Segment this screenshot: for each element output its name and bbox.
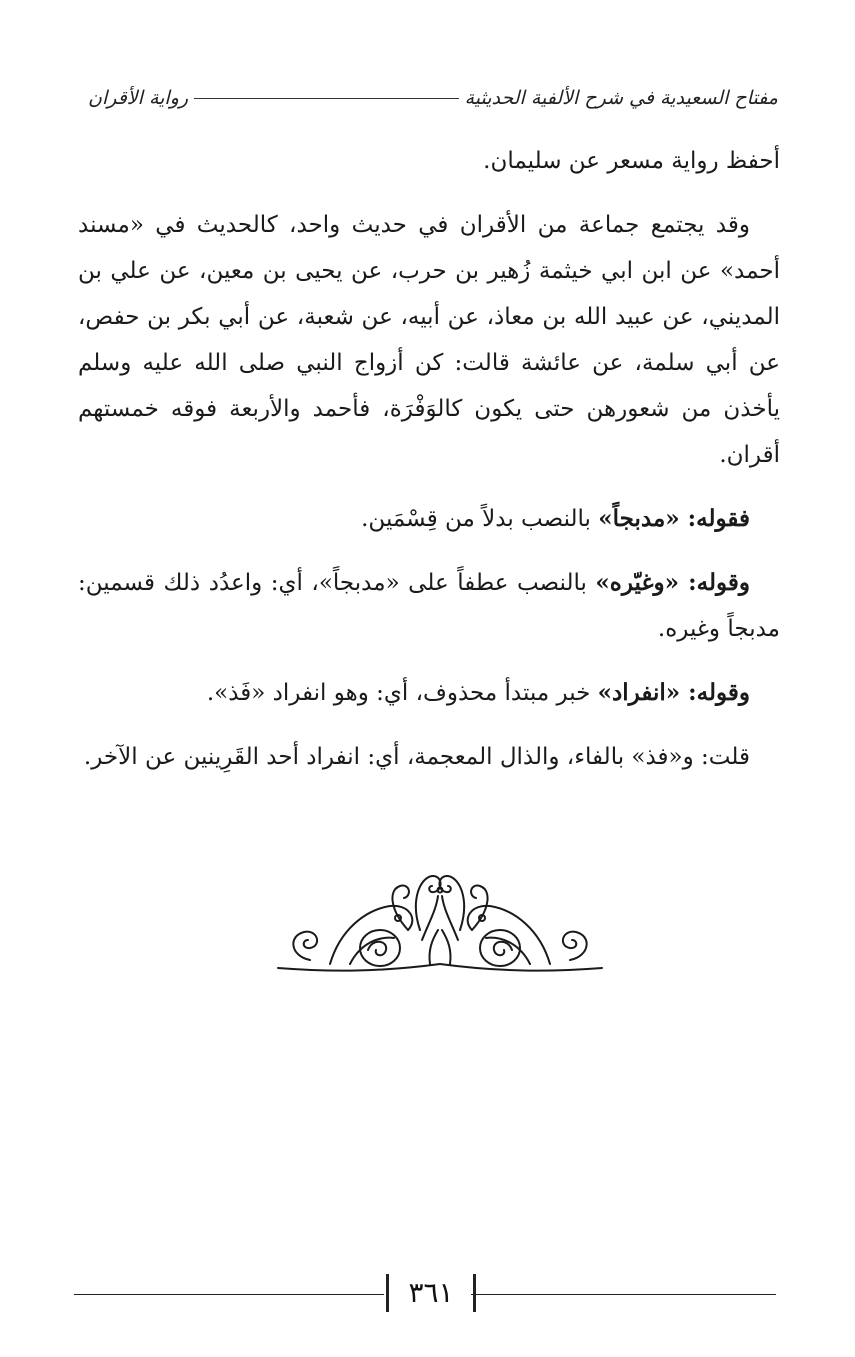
book-title: مفتاح السعيدية في شرح الألفية الحديثية (464, 87, 778, 109)
paragraph-lead: وقوله: «انفراد» (597, 679, 750, 706)
paragraph (78, 560, 780, 652)
body-text (78, 138, 780, 798)
paragraph-text: وقد يجتمع جماعة من الأقران في حديث واحد، كالحديث في «مسند أحمد» عن ابن ابي خيثمة زُهير بن حرب، عن يحيى بن معين، عن علي بن المديني، عن عبيد الله بن معاذ، عن أبيه، عن شعبة، عن أبي بكر بن حفص، عن أبي سلمة، عن عائشة قالت: كن أزواج النبي صلى الله عليه وسلم يأخذن من شعورهن حتى يكون كالوَفْرَة، فأحمد والأربعة فوقه خمستهم أقران. (78, 212, 780, 468)
paragraph (78, 496, 780, 542)
paragraph-lead: فقوله: «مدبجاً» (598, 505, 750, 532)
paragraph (78, 734, 780, 780)
page-number: ٣٦١ (386, 1274, 476, 1312)
running-header (88, 78, 778, 118)
paragraph-text: بالنصب بدلاً من قِسْمَين. (361, 506, 599, 532)
header-rule (194, 98, 459, 99)
paragraph-text: أحفظ رواية مسعر عن سليمان. (483, 148, 780, 174)
paragraph-text: خبر مبتدأ محذوف، أي: وهو انفراد «فَذ». (206, 680, 598, 706)
paragraph (78, 138, 780, 184)
paragraph (78, 670, 780, 716)
footer-rule-left (74, 1294, 384, 1295)
ornament-icon (270, 860, 610, 990)
page-footer (74, 1272, 776, 1322)
paragraph-text: بالنصب عطفاً على «مدبجاً»، أي: واعدُد ذلك قسمين: مدبجاً وغيره. (78, 570, 780, 642)
paragraph-lead: وقوله: «وغيّره» (595, 569, 750, 596)
paragraph (78, 202, 780, 478)
paragraph-text: قلت: و«فذ» بالفاء، والذال المعجمة، أي: انفراد أحد القَرِينين عن الآخر. (83, 744, 750, 770)
footer-rule-right (471, 1294, 776, 1295)
chapter-title: رواية الأقران (88, 87, 189, 109)
